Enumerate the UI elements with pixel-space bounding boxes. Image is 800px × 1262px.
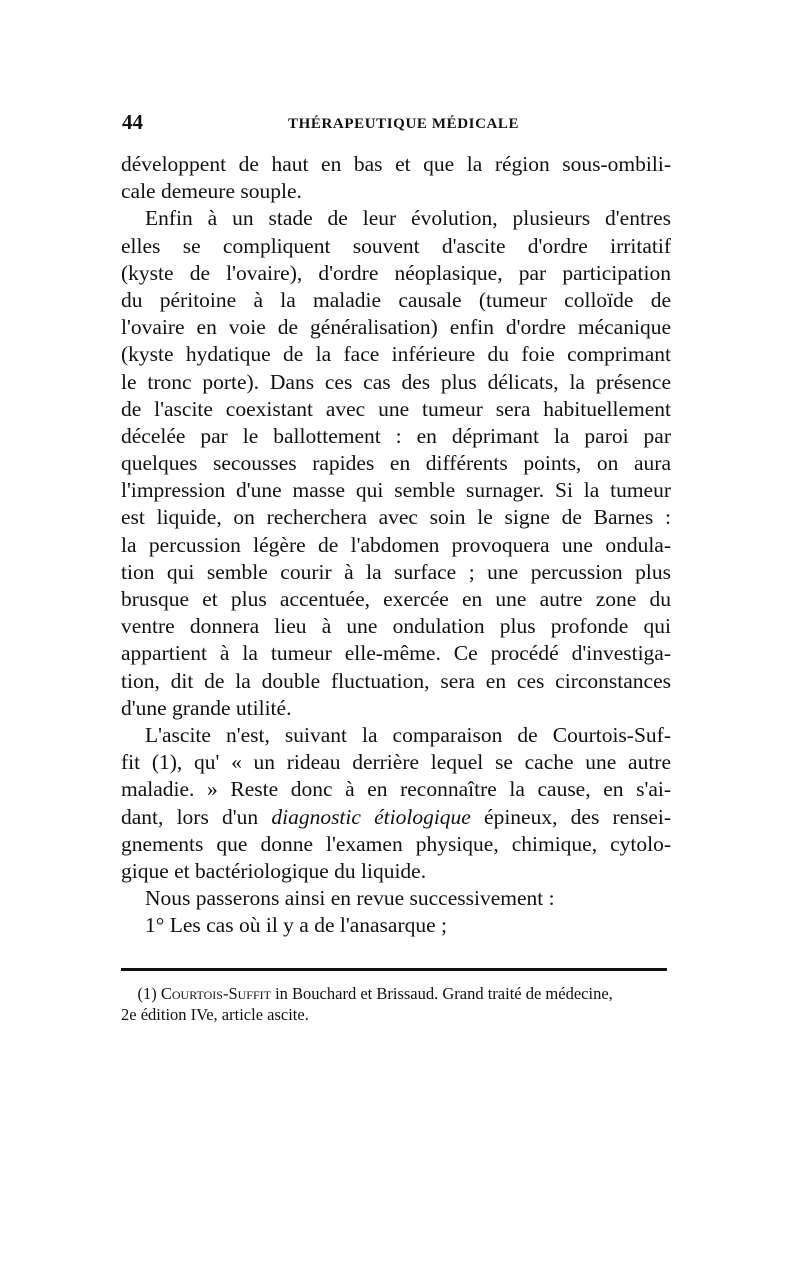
text-line: Enfin à un stade de leur évolution, plusieurs d'entres	[145, 206, 671, 231]
text-line: du péritoine à la maladie causale (tumeur colloïde de	[121, 287, 671, 312]
footnote-author: Courtois-Suffit	[160, 984, 271, 1003]
text-line: l'ovaire en voie de généralisation) enfin d'ordre mécanique	[121, 315, 671, 340]
page-number: 44	[122, 110, 143, 134]
text-line	[121, 804, 671, 831]
text-line: gnements que donne l'examen physique, chimique, cytolo-	[121, 831, 671, 856]
text-line: brusque et plus accentuée, exercée en une autre zone du	[121, 587, 671, 611]
text-line: fit (1), qu' « un rideau derrière lequel se cache une autre	[121, 750, 671, 775]
text-line: L'ascite n'est, suivant la comparaison de Courtois-Suf-	[145, 722, 671, 747]
footnote-marker: (1)	[137, 984, 157, 1003]
text-line: décelée par le ballottement : en déprimant la paroi par	[121, 423, 671, 448]
footnote	[121, 983, 669, 1025]
footnote-rule	[121, 968, 667, 971]
text-line: quelques secousses rapides en différents points, on aura	[121, 451, 671, 476]
footnote-line	[121, 983, 669, 1004]
text-line: appartient à la tumeur elle-même. Ce procédé d'investiga-	[121, 641, 671, 666]
text-line: le tronc porte). Dans ces cas des plus délicats, la présence	[121, 369, 671, 394]
body-text	[121, 151, 671, 939]
text-line: elles se compliquent souvent d'ascite d'ordre irritatif	[121, 233, 671, 258]
italic-phrase: diagnostic étiologique	[271, 804, 471, 829]
text-line: d'une grande utilité.	[121, 695, 292, 720]
footnote-text: in Bouchard et Brissaud. Grand traité de médecine,	[270, 984, 613, 1003]
text-line: maladie. » Reste donc à en reconnaître la cause, en s'ai-	[121, 777, 671, 802]
text-line: (kyste hydatique de la face inférieure du foie comprimant	[121, 342, 671, 367]
text-line: développent de haut en bas et que la région sous-ombili-	[121, 152, 671, 176]
text-line: est liquide, on recherchera avec soin le signe de Barnes :	[121, 505, 671, 530]
text-segment: dant, lors d'un	[121, 804, 272, 829]
text-line: Nous passerons ainsi en revue successivement :	[145, 886, 555, 911]
footnote-line: 2e édition IVe, article ascite.	[121, 1005, 309, 1024]
text-line: l'impression d'une masse qui semble surnager. Si la tumeur	[121, 478, 671, 503]
text-line: cale demeure souple.	[121, 179, 302, 204]
text-line: la percussion légère de l'abdomen provoquera une ondula-	[121, 532, 671, 557]
text-line: ventre donnera lieu à une ondulation plus profonde qui	[121, 614, 671, 639]
text-line: de l'ascite coexistant avec une tumeur sera habituellement	[121, 396, 671, 421]
text-line: (kyste de l'ovaire), d'ordre néoplasique, par participation	[121, 260, 671, 285]
text-line: gique et bactériologique du liquide.	[121, 858, 427, 883]
text-line: tion, dit de la double fluctuation, sera en ces circonstances	[121, 668, 671, 693]
text-line: 1° Les cas où il y a de l'anasarque ;	[145, 913, 448, 938]
text-line: tion qui semble courir à la surface ; une percussion plus	[121, 559, 671, 584]
running-title: THÉRAPEUTIQUE MÉDICALE	[288, 116, 520, 132]
text-segment: épineux, des rensei-	[470, 804, 671, 829]
